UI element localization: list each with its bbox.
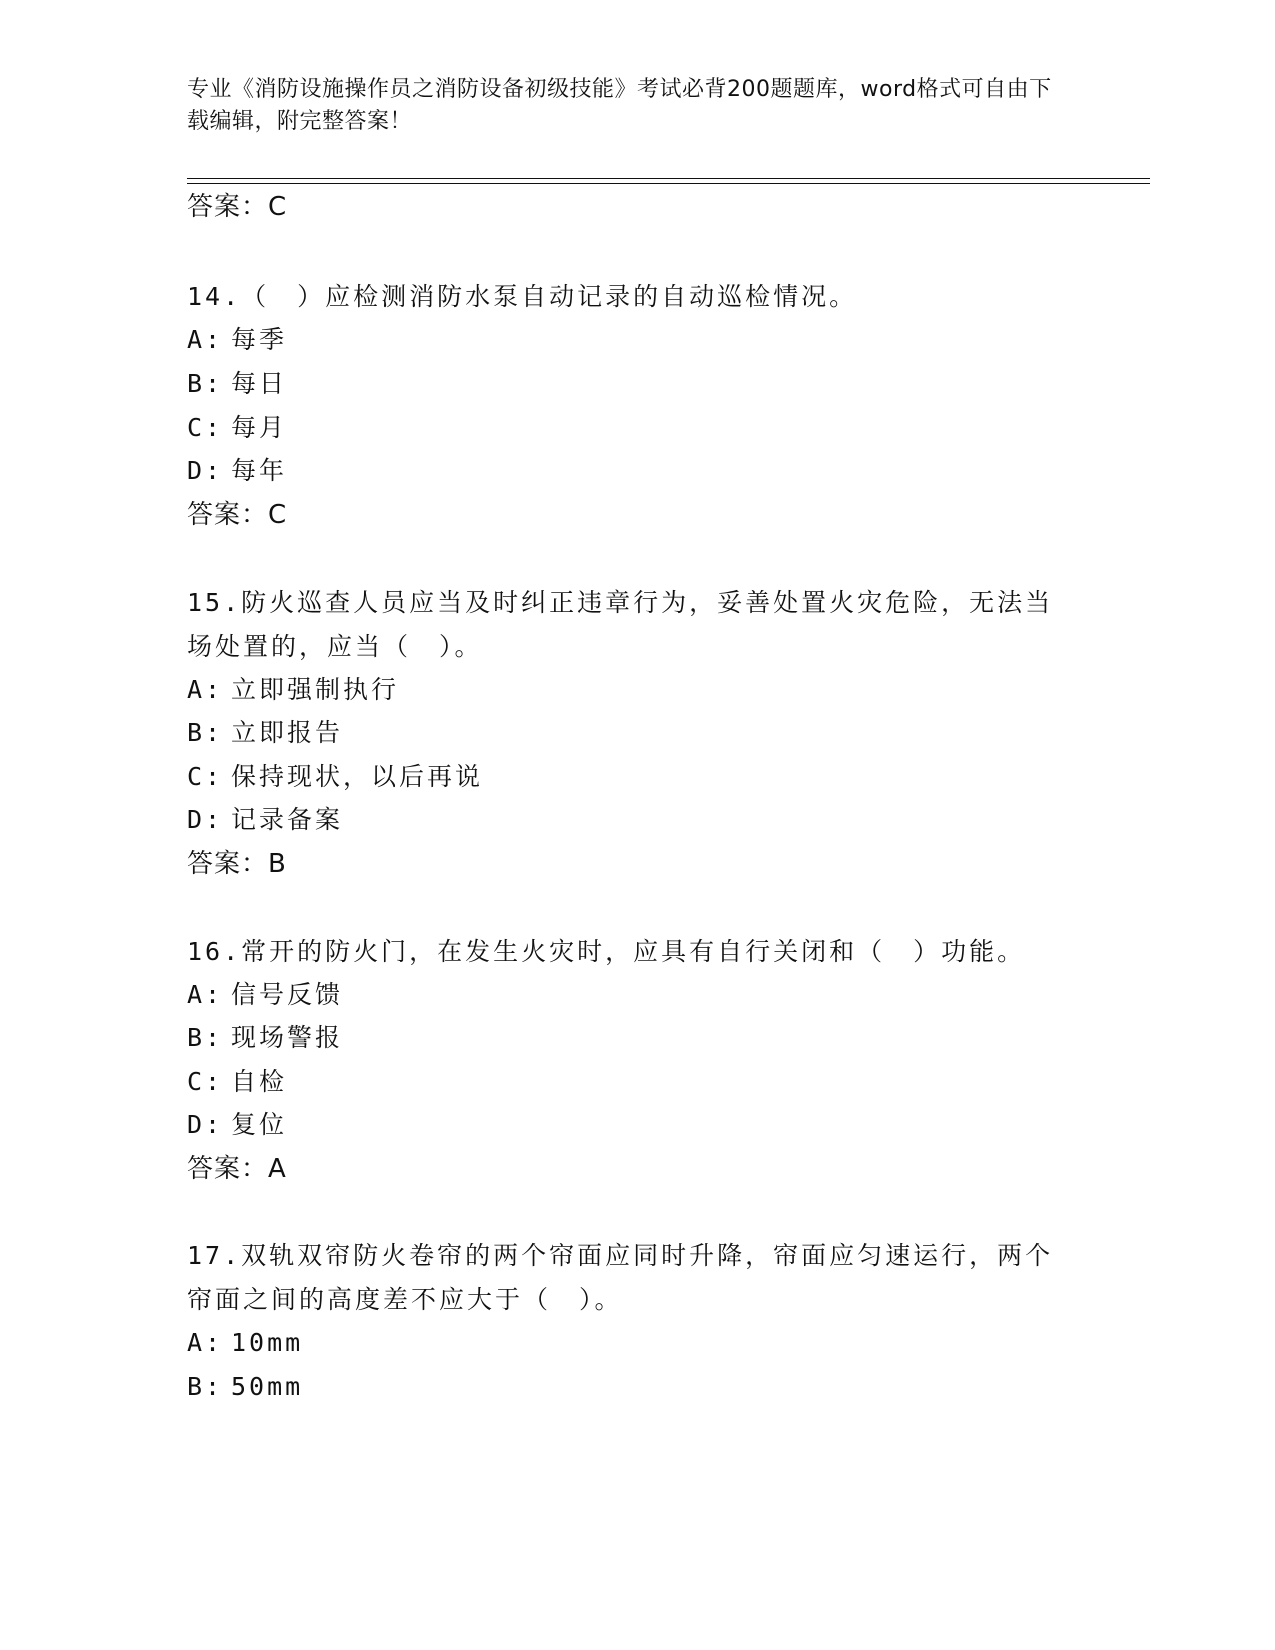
option-key: D: [187,1110,224,1139]
option-text: 记录备案 [231,805,344,834]
answer-13: 答案：C [187,192,288,222]
option-key: D: [187,456,224,485]
question-15-option-c [187,762,483,792]
option-key: B: [187,1372,224,1401]
header-text: 专业《消防设施操作员之消防设备初级技能》考试必背200题题库，word格式可自由下载编辑，附完整答案！ [187,77,1052,134]
header-rule-bottom [187,183,1150,184]
question-14-option-b [187,369,287,399]
question-16-option-d [187,1110,287,1140]
option-text: 每月 [231,413,288,442]
header-rule-top [187,178,1150,179]
option-text: 每年 [231,456,288,485]
answer-14: 答案：C [187,500,288,530]
option-key: A: [187,980,224,1009]
question-15-stem-line1: 15.防火巡查人员应当及时纠正违章行为，妥善处置火灾危险，无法当 [187,588,1054,617]
question-14-option-d [187,456,287,486]
option-text: 立即报告 [231,718,344,747]
question-15-option-b [187,718,343,748]
document-header [187,74,1067,138]
question-17-option-b [187,1372,303,1402]
option-text: 10mm [231,1328,304,1357]
option-key: A: [187,675,224,704]
option-key: A: [187,325,224,354]
option-text: 保持现状，以后再说 [231,762,484,791]
question-15-option-d [187,805,343,835]
option-key: B: [187,718,224,747]
answer-16: 答案：A [187,1154,287,1184]
question-14-stem: 14.（ ）应检测消防水泵自动记录的自动巡检情况。 [187,282,858,311]
option-text: 自检 [231,1067,288,1096]
question-14-option-c [187,413,287,443]
question-17-stem-line1: 17.双轨双帘防火卷帘的两个帘面应同时升降，帘面应匀速运行，两个 [187,1241,1054,1270]
option-text: 每日 [231,369,288,398]
option-text: 50mm [231,1372,304,1401]
option-key: D: [187,805,224,834]
option-text: 现场警报 [231,1023,344,1052]
answer-15: 答案：B [187,849,287,879]
question-16-option-c [187,1067,287,1097]
option-key: C: [187,1067,224,1096]
option-key: C: [187,762,224,791]
question-16-option-b [187,1023,343,1053]
question-15-stem-line2: 场处置的，应当（ ）。 [187,632,483,661]
question-15-option-a [187,675,399,705]
question-17-stem-line2: 帘面之间的高度差不应大于（ ）。 [187,1285,623,1314]
option-key: B: [187,1023,224,1052]
option-text: 立即强制执行 [231,675,400,704]
option-text: 信号反馈 [231,980,344,1009]
option-key: B: [187,369,224,398]
option-key: A: [187,1328,224,1357]
question-14-option-a [187,325,287,355]
question-17-option-a [187,1328,303,1358]
option-text: 每季 [231,325,288,354]
question-16-option-a [187,980,343,1010]
option-key: C: [187,413,224,442]
question-16-stem: 16.常开的防火门，在发生火灾时，应具有自行关闭和（ ）功能。 [187,937,1026,966]
option-text: 复位 [231,1110,288,1139]
